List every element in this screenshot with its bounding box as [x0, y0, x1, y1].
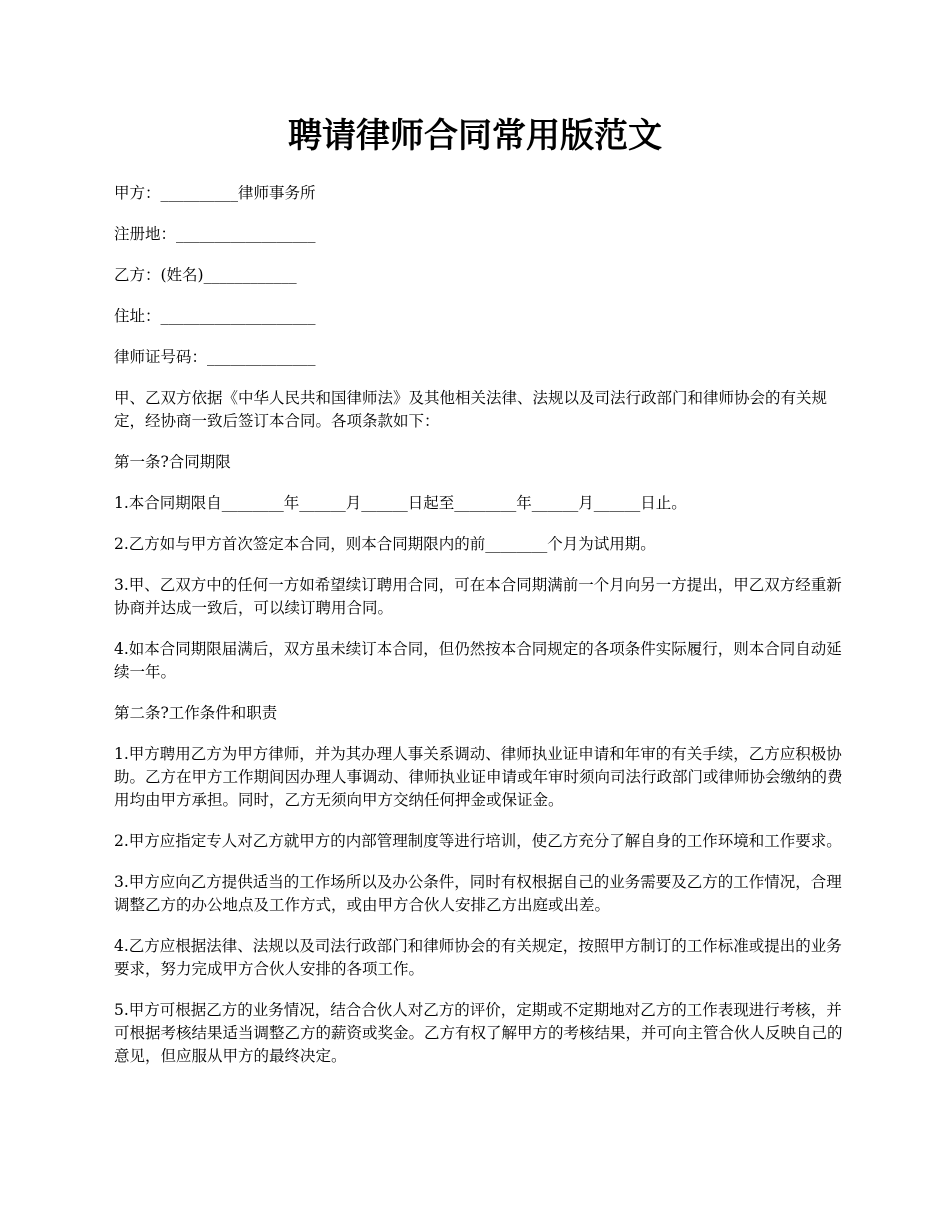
article-1-heading: 第一条?合同期限 [114, 453, 231, 471]
article-1-clause-2: 2.乙方如与甲方首次签定本合同，则本合同期限内的前________个月为试用期。 [114, 535, 656, 553]
article-2-heading: 第二条?工作条件和职责 [114, 704, 278, 722]
party-a-line: 甲方：__________律师事务所 [114, 184, 316, 202]
article-1-clause-1: 1.本合同期限自________年______月______日起至________年______月______日止。 [114, 494, 687, 512]
article-1-clause-3: 3.甲、乙双方中的任何一方如希望续订聘用合同，可在本合同期满前一个月向另一方提出，甲乙双方经重新协商并达成一致后，可以续订聘用合同。 [114, 576, 842, 617]
preamble-paragraph: 甲、乙双方依据《中华人民共和国律师法》及其他相关法律、法规以及司法行政部门和律师协会的有关规定，经协商一致后签订本合同。各项条款如下： [114, 389, 828, 430]
article-2-clause-3: 3.甲方应向乙方提供适当的工作场所以及办公条件，同时有权根据自己的业务需要及乙方的工作情况，合理调整乙方的办公地点及工作方式，或由甲方合伙人安排乙方出庭或出差。 [114, 873, 842, 914]
registered-address-line: 注册地：__________________ [114, 225, 316, 243]
article-2-clause-4: 4.乙方应根据法律、法规以及司法行政部门和律师协会的有关规定，按照甲方制订的工作标准或提出的业务要求，努力完成甲方合伙人安排的各项工作。 [114, 937, 842, 978]
document-body [114, 182, 854, 1086]
address-line: 住址：____________________ [114, 307, 316, 325]
article-2-clause-2: 2.甲方应指定专人对乙方就甲方的内部管理制度等进行培训，使乙方充分了解自身的工作环境和工作要求。 [114, 832, 842, 850]
license-number-line: 律师证号码：______________ [114, 348, 316, 366]
article-2-clause-1: 1.甲方聘用乙方为甲方律师，并为其办理人事关系调动、律师执业证申请和年审的有关手续，乙方应积极协助。乙方在甲方工作期间因办理人事调动、律师执业证申请或年审时须向司法行政部门或律师协会缴纳的费用均由甲方承担。同时，乙方无须向甲方交纳任何押金或保证金。 [114, 745, 843, 809]
article-2-clause-5: 5.甲方可根据乙方的业务情况，结合合伙人对乙方的评价，定期或不定期地对乙方的工作表现进行考核，并可根据考核结果适当调整乙方的薪资或奖金。乙方有权了解甲方的考核结果，并可向主管合伙人反映自己的意见，但应服从甲方的最终决定。 [114, 1001, 843, 1065]
party-b-line: 乙方：(姓名)____________ [114, 266, 297, 284]
article-1-clause-4: 4.如本合同期限届满后，双方虽未续订本合同，但仍然按本合同规定的各项条件实际履行，则本合同自动延续一年。 [114, 640, 842, 681]
document-title: 聘请律师合同常用版范文 [288, 116, 662, 156]
